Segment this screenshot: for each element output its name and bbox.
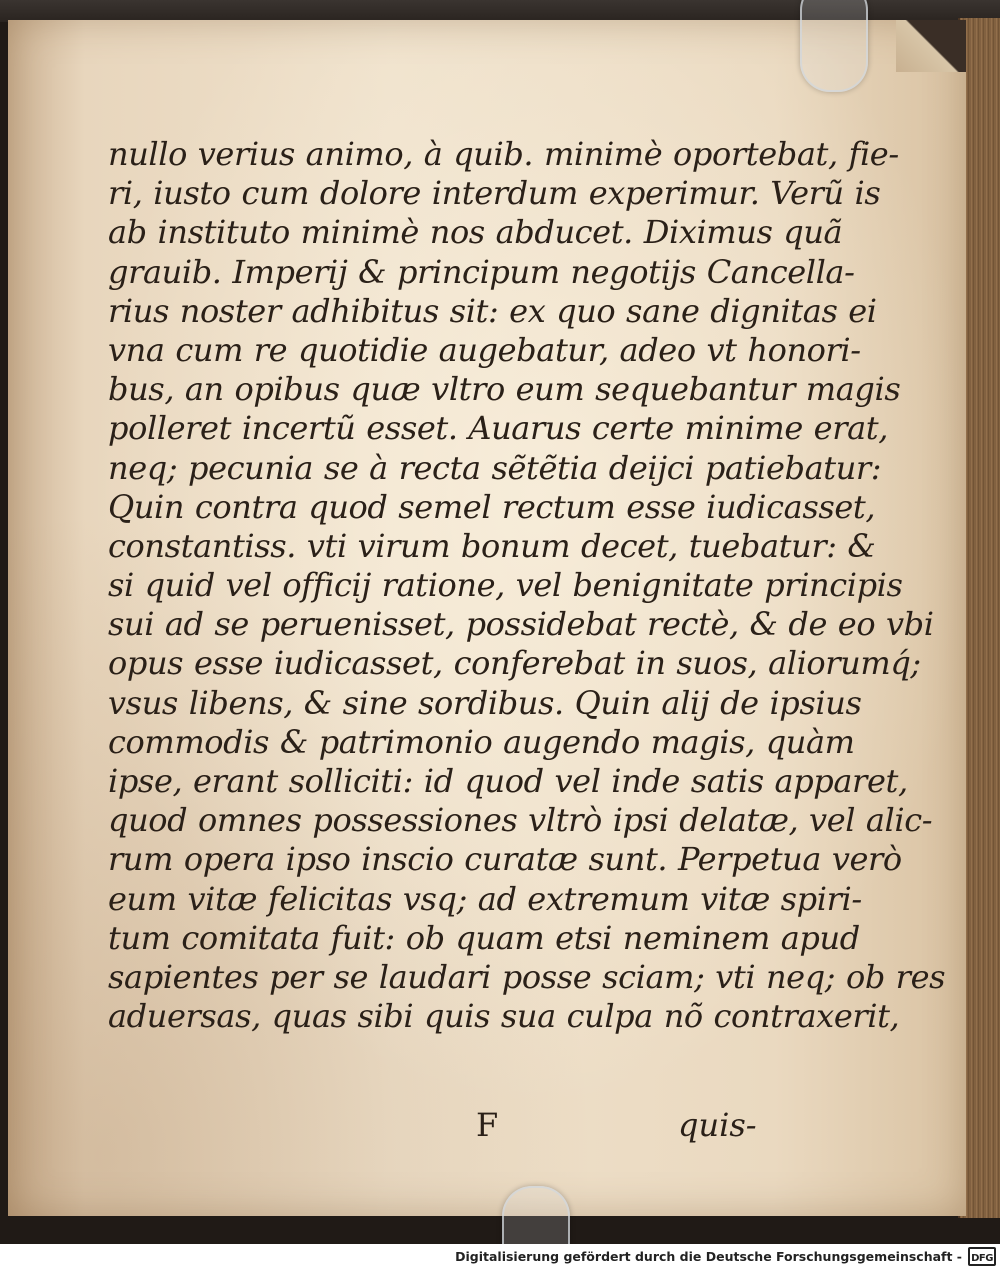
text-line: constantiss. vti virum bonum decet, tuebatur: &	[108, 526, 876, 565]
text-line: rius noster adhibitus sit: ex quo sane dignitas ei	[108, 291, 877, 330]
body-text	[108, 135, 946, 1036]
text-line: vna cum re quotidie augebatur, adeo vt honori-	[108, 330, 861, 369]
text-line: vsus libens, & sine sordibus. Quin alij de ipsius	[108, 683, 862, 722]
text-line: eum vitæ felicitas vsq; ad extremum vitæ spiri-	[108, 879, 862, 918]
catchword: quis-	[678, 1106, 757, 1144]
text-line: grauib. Imperij & principum negotijs Cancella-	[108, 252, 855, 291]
text-line: nullo verius animo, à quib. minimè oportebat, fie-	[108, 135, 899, 173]
page-footer-line	[108, 1106, 757, 1150]
text-line: opus esse iudicasset, conferebat in suos, aliorumq́;	[108, 644, 921, 683]
text-line: aduersas, quas sibi quis sua culpa nõ contraxerit,	[108, 997, 900, 1036]
text-line: bus, an opibus quæ vltro eum sequebantur magis	[108, 370, 901, 409]
text-line: ipse, erant solliciti: id quod vel inde satis apparet,	[108, 762, 908, 800]
text-line: neq; pecunia se à recta sẽtẽtia deijci patiebatur:	[108, 448, 882, 487]
signature-mark: F	[476, 1106, 499, 1144]
text-line: si quid vel officij ratione, vel benignitate principis	[108, 566, 903, 605]
text-line: commodis & patrimonio augendo magis, quàm	[108, 722, 855, 761]
text-line: rum opera ipso inscio curatæ sunt. Perpetua verò	[108, 840, 902, 879]
folded-corner	[896, 20, 966, 72]
paper-page	[8, 20, 966, 1216]
text-line: polleret incertũ esset. Auarus certe minime erat,	[108, 409, 889, 448]
text-line: Quin contra quod semel rectum esse iudicasset,	[108, 487, 876, 526]
text-line: sui ad se peruenisset, possidebat rectè, & de eo vbi	[108, 605, 934, 644]
text-line: ri, iusto cum dolore interdum experimur. Verũ is	[108, 174, 881, 213]
digitization-credit-bar	[0, 1244, 1000, 1270]
text-line: quod omnes possessiones vltrò ipsi delatæ, vel alic-	[108, 801, 933, 840]
text-line: sapientes per se laudari posse sciam; vti neq; ob res	[108, 957, 946, 996]
dfg-logo: DFG	[968, 1247, 996, 1266]
text-line: ab instituto minimè nos abducet. Diximus quã	[108, 213, 843, 252]
digitization-credit: Digitalisierung gefördert durch die Deutsche Forschungsgemeinschaft -	[455, 1249, 962, 1264]
text-line: tum comitata fuit: ob quam etsi neminem apud	[108, 918, 860, 957]
page-clip-top	[800, 0, 868, 92]
